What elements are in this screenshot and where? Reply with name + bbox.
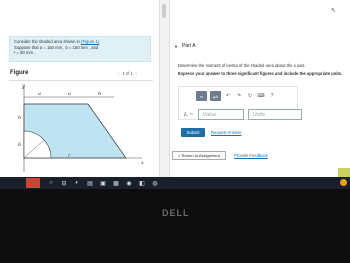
taskbar-thumbnail[interactable] bbox=[26, 178, 40, 188]
units-button[interactable]: μA bbox=[210, 91, 221, 101]
notification-icon[interactable] bbox=[340, 179, 347, 186]
photos-icon[interactable]: ▦ bbox=[113, 180, 119, 187]
dim-a2: a bbox=[68, 91, 71, 97]
provide-feedback-link[interactable]: Provide Feedback bbox=[234, 153, 268, 158]
answer-row bbox=[184, 109, 302, 120]
keyboard-icon[interactable]: ⌨ bbox=[257, 93, 265, 99]
mouse-cursor-icon: ↖ bbox=[331, 8, 337, 14]
submit-button[interactable]: Submit bbox=[181, 128, 205, 137]
figure-link[interactable]: (Figure 1) bbox=[81, 39, 100, 44]
templates-button[interactable]: ▪▪ bbox=[196, 91, 207, 101]
edge-browser-icon[interactable]: ◐ bbox=[75, 180, 79, 186]
shaded-area-figure bbox=[18, 84, 148, 174]
next-figure-icon[interactable]: › bbox=[135, 71, 138, 76]
office-icon[interactable]: ◧ bbox=[139, 180, 145, 187]
value-input[interactable]: Value bbox=[198, 109, 244, 120]
dim-b-left2: b bbox=[18, 142, 22, 148]
chrome-icon[interactable]: ◉ bbox=[126, 180, 132, 187]
collapse-triangle-icon[interactable]: ▼ bbox=[174, 43, 178, 49]
question-instruction: Determine the moment of inertia of the shaded area about the x axis. bbox=[178, 63, 306, 68]
y-axis-label: y bbox=[22, 84, 25, 90]
problem-text: Consider the shaded area shown in bbox=[14, 39, 82, 44]
dim-b-left1: b bbox=[18, 115, 22, 121]
store-icon[interactable]: ▣ bbox=[100, 180, 106, 187]
math-toolbar bbox=[196, 91, 276, 101]
ix-label: Iₓ = bbox=[184, 111, 194, 118]
part-header[interactable] bbox=[174, 43, 196, 49]
request-answer-link[interactable]: Request Answer bbox=[211, 130, 242, 135]
help-icon[interactable]: ? bbox=[270, 93, 274, 99]
figure-pager bbox=[118, 71, 137, 76]
prev-figure-icon[interactable]: ‹ bbox=[118, 71, 120, 76]
dell-logo: DELL bbox=[162, 208, 190, 218]
return-to-assignment-button[interactable]: < Return to Assignment bbox=[172, 151, 226, 160]
app-icon[interactable]: ◍ bbox=[152, 180, 158, 187]
units-input[interactable]: Units bbox=[248, 109, 302, 120]
problem-given-r: r = 90 mm . bbox=[14, 50, 36, 56]
file-explorer-icon[interactable]: ▤ bbox=[87, 180, 93, 187]
x-axis-label: x bbox=[141, 160, 144, 166]
scrollbar-thumb[interactable] bbox=[162, 4, 166, 18]
pager-text: 1 of 1 bbox=[122, 71, 133, 76]
answer-format-instruction: Express your answer to three significant figures and include the appropriate units. bbox=[178, 71, 343, 76]
search-icon[interactable]: ○ bbox=[49, 180, 53, 186]
problem-statement bbox=[9, 36, 151, 62]
dim-a1: a bbox=[38, 91, 41, 97]
undo-icon[interactable]: ↶ bbox=[225, 93, 231, 99]
panel-scrollbar[interactable] bbox=[159, 0, 170, 185]
radius-label: r bbox=[68, 153, 71, 159]
redo-icon[interactable]: ↷ bbox=[236, 93, 242, 99]
os-taskbar bbox=[0, 177, 350, 189]
figure-divider bbox=[9, 80, 153, 81]
part-title: Part A bbox=[181, 43, 196, 49]
dim-b-top: b bbox=[98, 91, 102, 97]
task-view-icon[interactable]: ⊟ bbox=[61, 180, 67, 187]
problem-given: Suppose that a = 150 mm , b = 150 mm , and bbox=[14, 44, 99, 50]
figure-heading: Figure bbox=[10, 70, 29, 76]
reset-icon[interactable]: ↻ bbox=[247, 93, 253, 99]
